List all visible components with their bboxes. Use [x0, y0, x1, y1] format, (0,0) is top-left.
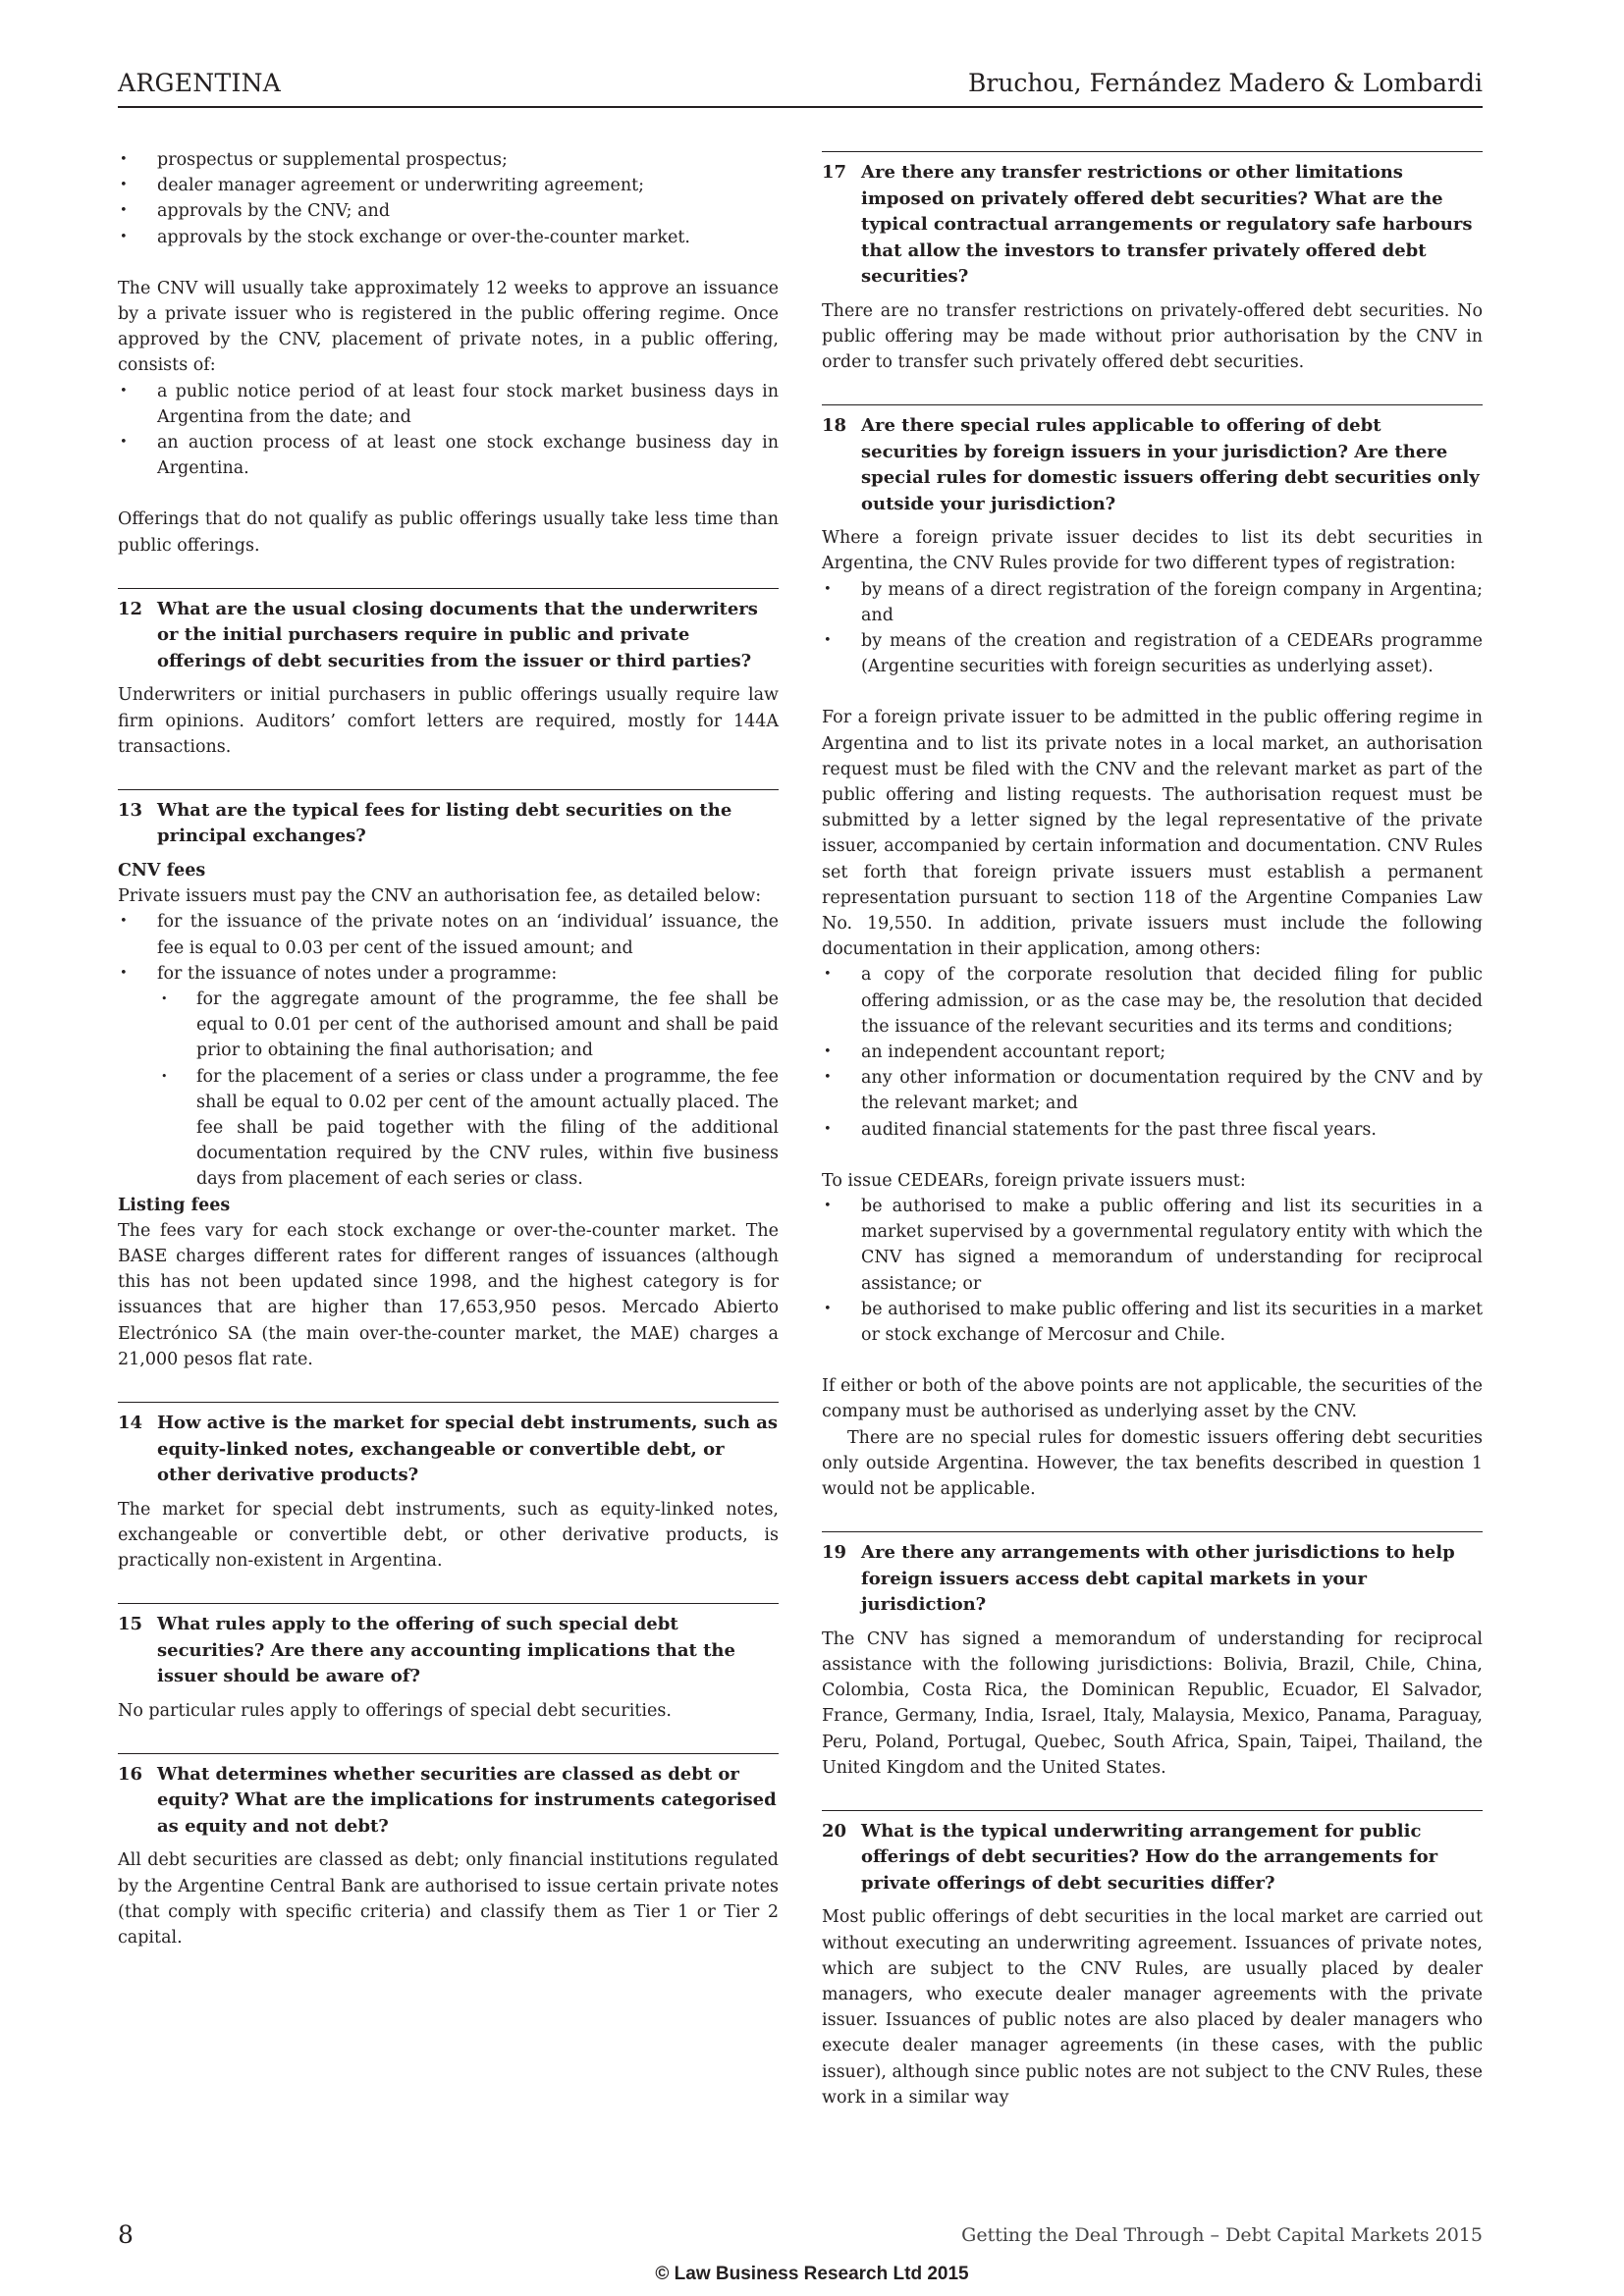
question-13 — [118, 789, 779, 850]
list-item: • dealer manager agreement or underwriting agreement; — [118, 173, 779, 198]
list-item: • audited financial statements for the past three fiscal years. — [822, 1117, 1483, 1143]
question-number: 19 — [822, 1542, 847, 1564]
answer-17: There are no transfer restrictions on privately-offered debt securities. No public offering may be made without prior authorisation by the CNV in order to transfer such privately offered debt securities. — [822, 300, 1483, 372]
list-item: • a public notice period of at least four stock market business days in Argentina from the date; and — [118, 379, 779, 430]
header-country: ARGENTINA — [118, 69, 282, 97]
header-firm: Bruchou, Fernández Madero & Lombardi — [968, 69, 1483, 97]
answer-12: Underwriters or initial purchasers in public offerings usually require law firm opinions. Auditors’ comfort letters are required, mostly for 144A transactions. — [118, 685, 779, 757]
answer-15: No particular rules apply to offerings of special debt securities. — [118, 1700, 672, 1721]
question-number: 16 — [118, 1763, 143, 1785]
publication-title: Getting the Deal Through – Debt Capital Markets 2015 — [961, 2224, 1483, 2246]
list-item: • an independent accountant report; — [822, 1040, 1483, 1065]
fees-list — [118, 909, 779, 1192]
question-number: 13 — [118, 799, 143, 821]
list-item: • be authorised to make a public offering and list its securities in a market supervised by a governmental regulatory entity with which the CNV has signed a memorandum of understanding for reciprocal assistance; or — [822, 1194, 1483, 1297]
question-12 — [118, 588, 779, 675]
list-item-text: for the issuance of notes under a programme: — [157, 963, 558, 984]
list-item: • any other information or documentation required by the CNV and by the relevant market; and — [822, 1065, 1483, 1116]
list-item: • approvals by the CNV; and — [118, 198, 779, 224]
answer-20: Most public offerings of debt securities in the local market are carried out without executing an underwriting agreement. Issuances of private notes, which are subject to the CNV Rules, are usually placed by dealer managers, who execute dealer manager agreements with the private issuer. Issuances of public notes are also placed by dealer managers who execute dealer manager agreements (in these cases, with the public issuer), although since public notes are not subject to the CNV Rules, these work in a similar way — [822, 1907, 1483, 2108]
list-item: • a copy of the corporate resolution that decided filing for public offering admission, or as the case may be, the resolution that decided the issuance of the relevant securities and its terms and conditions; — [822, 962, 1483, 1040]
question-number: 15 — [118, 1614, 143, 1635]
paragraph: Private issuers must pay the CNV an authorisation fee, as detailed below: — [118, 886, 762, 907]
question-20 — [822, 1810, 1483, 1897]
copyright-notice: © Law Business Research Ltd 2015 — [655, 2264, 969, 2284]
question-text: Are there any arrangements with other jurisdictions to help foreign issuers access debt capital markets in your jurisdiction? — [861, 1542, 1455, 1616]
answer-16: All debt securities are classed as debt; only financial institutions regulated by the Argentine Central Bank are authorised to issue certain private notes (that comply with specific criteria) and classify them as Tier 1 or Tier 2 capital. — [118, 1850, 779, 1948]
list-item: • by means of a direct registration of the foreign company in Argentina; and — [822, 577, 1483, 628]
paragraph: To issue CEDEARs, foreign private issuers must: — [822, 1170, 1246, 1191]
list-item: • an auction process of at least one stock exchange business day in Argentina. — [118, 430, 779, 481]
paragraph: There are no special rules for domestic issuers offering debt securities only outside Argentina. However, the tax benefits described in question 1 would not be applicable. — [822, 1427, 1483, 1500]
documentation-list — [822, 962, 1483, 1142]
placement-list — [118, 379, 779, 482]
list-item — [118, 961, 779, 1193]
question-text: What determines whether securities are classed as debt or equity? What are the implications for instruments categorised as equity and not debt? — [157, 1763, 777, 1837]
answer-19: The CNV has signed a memorandum of understanding for reciprocal assistance with the following jurisdictions: Bolivia, Brazil, Chile, China, Colombia, Costa Rica, the Dominican Republic, Ecuador, El Salvador, France, Germany, India, Israel, Italy, Malaysia, Mexico, Panama, Paraguay, Peru, Poland, Portugal, Quebec, South Africa, Spain, Taipei, Thailand, the United Kingdom and the United States. — [822, 1629, 1483, 1778]
listing-fees-heading: Listing fees — [118, 1195, 231, 1215]
closing-docs-list — [118, 147, 779, 250]
paragraph: Where a foreign private issuer decides to list its debt securities in Argentina, the CNV Rules provide for two different types of registration: — [822, 528, 1483, 574]
paragraph: If either or both of the above points are not applicable, the securities of the company must be authorised as underlying asset by the CNV. — [822, 1376, 1483, 1422]
question-text: What rules apply to the offering of such special debt securities? Are there any accounting implications that the issuer should be aware of? — [157, 1614, 735, 1687]
question-17 — [822, 151, 1483, 291]
question-number: 18 — [822, 415, 847, 437]
question-text: What are the usual closing documents that the underwriters or the initial purchasers require in public and private offerings of debt securities from the issuer or third parties? — [157, 598, 758, 671]
question-text: What is the typical underwriting arrangement for public offerings of debt securities? How do the arrangements for private offerings of debt securities differ? — [861, 1820, 1438, 1894]
question-text: Are there any transfer restrictions or other limitations imposed on privately offered debt securities? What are the typical contractual arrangements or regulatory safe harbours that allow the investors to transfer privately offered debt securities? — [861, 162, 1473, 287]
left-column — [118, 147, 779, 1950]
sub-list-item: • for the placement of a series or class under a programme, the fee shall be equal to 0.02 per cent of the amount actually placed. The fee shall be paid together with the filing of the additional documentation required by the CNV rules, within five business days from placement of each series or class. — [157, 1064, 779, 1193]
page-header — [118, 67, 1483, 108]
list-item: • be authorised to make public offering and list its securities in a market or stock exchange of Mercosur and Chile. — [822, 1297, 1483, 1348]
right-column — [822, 147, 1483, 2110]
paragraph: Offerings that do not qualify as public offerings usually take less time than public offerings. — [118, 509, 779, 556]
paragraph: The fees vary for each stock exchange or over-the-counter market. The BASE charges different rates for different ranges of issuances (although this has not been updated since 1998, and the highest category is for issuances that are higher than 17,653,950 pesos. Mercado Abierto Electrónico SA (the main over-the-counter market, the MAE) charges a 21,000 pesos flat rate. — [118, 1220, 779, 1369]
question-15 — [118, 1603, 779, 1690]
question-19 — [822, 1531, 1483, 1619]
registration-list — [822, 577, 1483, 680]
answer-14: The market for special debt instruments, such as equity-linked notes, exchangeable or convertible debt, or other derivative products, is practically non-existent in Argentina. — [118, 1499, 779, 1571]
fees-sub-list — [157, 987, 779, 1193]
page-number: 8 — [118, 2220, 134, 2249]
question-number: 20 — [822, 1820, 847, 1842]
question-14 — [118, 1402, 779, 1489]
question-16 — [118, 1753, 779, 1841]
question-text: How active is the market for special debt instruments, such as equity-linked notes, exchangeable or convertible debt, or other derivative products? — [157, 1413, 779, 1486]
question-number: 12 — [118, 598, 143, 619]
question-number: 14 — [118, 1413, 143, 1434]
paragraph: For a foreign private issuer to be admitted in the public offering regime in Argentina and to list its private notes in a local market, an authorisation request must be filed with the CNV and the relevant market as part of the public offering and listing requests. The authorisation request must be submitted by a letter signed by the legal representative of the private issuer, accompanied by certain information and documentation. CNV Rules set forth that foreign private issuers must establish a permanent representation pursuant to section 118 of the Argentine Companies Law No. 19,550. In addition, private issuers must include the following documentation in their application, among others: — [822, 708, 1483, 960]
list-item: • approvals by the stock exchange or over-the-counter market. — [118, 225, 779, 250]
question-text: What are the typical fees for listing debt securities on the principal exchanges? — [157, 799, 732, 847]
cnv-fees-heading: CNV fees — [118, 860, 206, 881]
sub-list-item: • for the aggregate amount of the programme, the fee shall be equal to 0.01 per cent of the authorised amount and shall be paid prior to obtaining the final authorisation; and — [157, 987, 779, 1064]
list-item: • by means of the creation and registration of a CEDEARs programme (Argentine securities with foreign securities as underlying asset). — [822, 628, 1483, 679]
paragraph: The CNV will usually take approximately 12 weeks to approve an issuance by a private issuer who is registered in the public offering regime. Once approved by the CNV, placement of private notes, in a public offering, consists of: — [118, 278, 779, 376]
question-number: 17 — [822, 162, 847, 183]
list-item: • for the issuance of the private notes on an ‘individual’ issuance, the fee is equal to 0.03 per cent of the issued amount; and — [118, 909, 779, 960]
cedears-list — [822, 1194, 1483, 1348]
question-text: Are there special rules applicable to offering of debt securities by foreign issuers in your jurisdiction? Are there special rules for domestic issuers offering debt securities only outside your jurisdiction? — [861, 415, 1480, 514]
question-18 — [822, 404, 1483, 517]
list-item: • prospectus or supplemental prospectus; — [118, 147, 779, 173]
